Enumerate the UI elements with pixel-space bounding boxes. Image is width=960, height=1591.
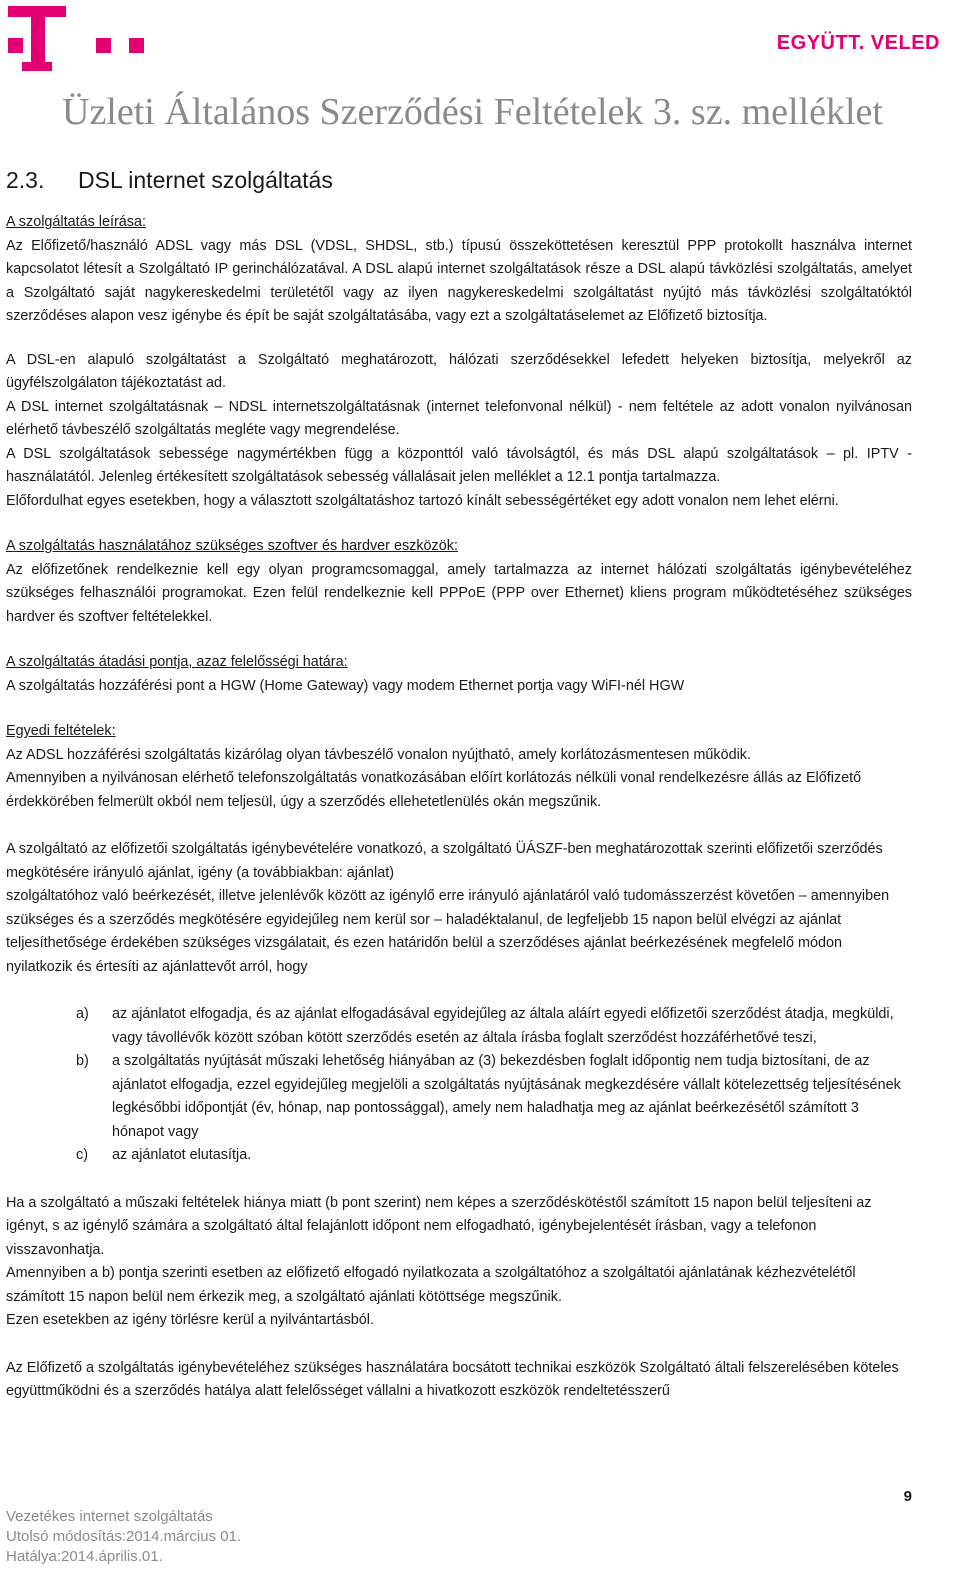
paragraph: Az Előfizető/használó ADSL vagy más DSL (VDSL, SHDSL, stb.) típusú összeköttetésen keresztül PPP protokollt használva internet kapcsolatot létesít a Szolgáltató IP gerinchálózatával. A DSL alapú internet szolgáltatások része a DSL alapú távközlési szolgáltatás, amelyet a Szolgáltató saját nagykereskedelmi területétől vagy az ilyen nagykereskedelmi szolgáltatást nyújtó más távközlési szolgáltatóktól szerződéses alapon vesz igénybe és épít be saját szolgáltatásába, vagy ezt a szolgáltatáselemet az Előfizető biztosítja. [6, 237, 912, 324]
logo-square [96, 38, 111, 53]
subheading-special-conditions: Egyedi feltételek: [6, 723, 116, 739]
page-footer [6, 1507, 241, 1567]
paragraph: Előfordulhat egyes esetekben, hogy a választott szolgáltatáshoz tartozó kínált sebességértéket egy adott vonalon nem lehet elérni. [6, 492, 839, 509]
list-item [6, 1003, 912, 1050]
list-item-text: az ajánlatot elfogadja, és az ajánlat elfogadásával egyidejűleg az általa aláírt egyedi előfizetői szerződést átadja, megküldi, vagy távollévők között szóban kötött szerződés esetén az általa írásba foglalt szerződést hozzáférhetővé teszi, [112, 1006, 894, 1046]
logo-t-foot [22, 62, 52, 71]
paragraph: szolgáltatóhoz való beérkezését, illetve jelenlévők között az igénylő erre irányuló ajánlatáról való tudomásszerzést követően – amennyiben szükséges és a szerződés megkötésére egyidejűleg nem kerül sor – haladéktalanul, de legfeljebb 15 napon belül elvégzi az ajánlat teljesíthetősége érdekében szükséges vizsgálatait, és ezen határidőn belül a szerződéses ajánlat beérkezésének megfelelő módon nyilatkozik és értesíti az ajánlattevőt arról, hogy [6, 888, 890, 975]
footer-service-name: Vezetékes internet szolgáltatás [6, 1508, 213, 1525]
paragraph: A szolgáltatás hozzáférési pont a HGW (Home Gateway) vagy modem Ethernet portja vagy WiFI-nél HGW [6, 677, 685, 694]
paragraph: A DSL-en alapuló szolgáltatást a Szolgáltató meghatározott, hálózati szerződésekkel lefedett helyeken biztosítja, melyekről az ügyfélszolgálaton tájékoztatást ad. [6, 351, 912, 391]
list-marker: a) [76, 1006, 89, 1022]
page-number: 9 [903, 1488, 912, 1505]
list-marker: c) [76, 1147, 88, 1163]
subheading-software-hardware: A szolgáltatás használatához szükséges szoftver és hardver eszközök: [6, 538, 458, 554]
section-number: 2.3. [6, 167, 45, 193]
subheading-handover-point: A szolgáltatás átadási pontja, azaz felelősségi határa: [6, 654, 348, 670]
paragraph: Ezen esetekben az igény törlésre kerül a nyilvántartásból. [6, 1312, 374, 1328]
paragraph: A DSL internet szolgáltatásnak – NDSL internetszolgáltatásnak (internet telefonvonal nélkül) - nem feltétele az adott vonalon nyilvánosan elérhető távbeszélő szolgáltatás megléte vagy megrendelése. [6, 398, 912, 438]
footer-effective-date: Hatálya:2014.április.01. [6, 1548, 163, 1565]
document-title: Üzleti Általános Szerződési Feltételek 3. sz. melléklet [62, 91, 883, 133]
list-item [6, 1050, 912, 1144]
telekom-logo [8, 6, 148, 76]
section-heading [6, 167, 333, 194]
brand-slogan: EGYÜTT. VELED [776, 32, 940, 54]
list-marker: b) [76, 1053, 89, 1069]
logo-square [129, 38, 144, 53]
logo-t-stem [31, 6, 45, 70]
list-item-text: az ajánlatot elutasítja. [112, 1147, 252, 1163]
paragraph: Az ADSL hozzáférési szolgáltatás kizárólag olyan távbeszélő vonalon nyújtható, amely korlátozásmentesen működik. [6, 746, 751, 763]
subheading-service-description: A szolgáltatás leírása: [6, 214, 146, 230]
paragraph: Amennyiben a b) pontja szerinti esetben az előfizető elfogadó nyilatkozata a szolgáltatóhoz a szolgáltatói ajánlatának kézhezvételétől számított 15 napon belül nem érkezik meg, a szolgáltató ajánlati kötöttsége megszűnik. [6, 1265, 856, 1305]
footer-last-modified: Utolsó módosítás:2014.március 01. [6, 1528, 242, 1545]
section-title: DSL internet szolgáltatás [78, 167, 333, 193]
paragraph: Ha a szolgáltató a műszaki feltételek hiánya miatt (b pont szerint) nem képes a szerződéskötéstől számított 15 napon belül teljesíteni az igényt, s az igénylő számára a szolgáltató által felajánlott időpont nem elfogadható, igénybejelentését írásban, vagy a telefonon visszavonhatja. [6, 1194, 872, 1258]
list-item-text: a szolgáltatás nyújtását műszaki lehetőség hiányában az (3) bekezdésben foglalt időpontig nem tudja biztosítani, de az ajánlatot elfogadja, ezzel egyidejűleg megjelöli a szolgáltatás nyújtásának megkezdésére vállalt kötelezettség teljesítésének legkésőbbi időpontját (év, hónap, nap pontossággal), amely nem haladhatja meg az ajánlat beérkezésétől számított 3 hónapot vagy [112, 1053, 901, 1140]
paragraph: Az Előfizető a szolgáltatás igénybevételéhez szükséges használatára bocsátott technikai eszközök Szolgáltató általi felszerelésében köteles együttműködni és a szerződés hatálya alatt felelősséget vállalni a hivatkozott eszközök rendeltetésszerű [6, 1359, 899, 1399]
list-item [6, 1144, 912, 1168]
logo-square [8, 38, 23, 53]
response-options-list [6, 1003, 912, 1168]
paragraph: A DSL szolgáltatások sebessége nagymértékben függ a központtól való távolságtól, és más DSL alapú szolgáltatások – pl. IPTV - használatától. Jelenleg értékesített szolgáltatások sebesség vállalásait jelen melléklet a 12.1 pontja tartalmazza. [6, 445, 912, 485]
paragraph: Amennyiben a nyilvánosan elérhető telefonszolgáltatás vonatkozásában előírt korlátozás nélküli vonal rendelkezésre állás az Előfizető érdekkörében felmerült okból nem teljesül, úgy a szerződés ellehetetlenülés okán megszűnik. [6, 770, 862, 810]
document-body [6, 211, 912, 1404]
paragraph: A szolgáltató az előfizetői szolgáltatás igénybevételére vonatkozó, a szolgáltató ÜÁSZF-ben meghatározottak szerinti előfizetői szerződés megkötésére irányuló ajánlat, igény (a továbbiakban: ajánlat) [6, 841, 883, 881]
paragraph: Az előfizetőnek rendelkeznie kell egy olyan programcsomaggal, amely tartalmazza az internet hálózati szolgáltatás igénybevételéhez szükséges felhasználói programokat. Ezen felül rendelkeznie kell PPPoE (PPP over Ethernet) kliens program működtetéséhez szükséges hardver és szoftver feltételekkel. [6, 561, 912, 625]
